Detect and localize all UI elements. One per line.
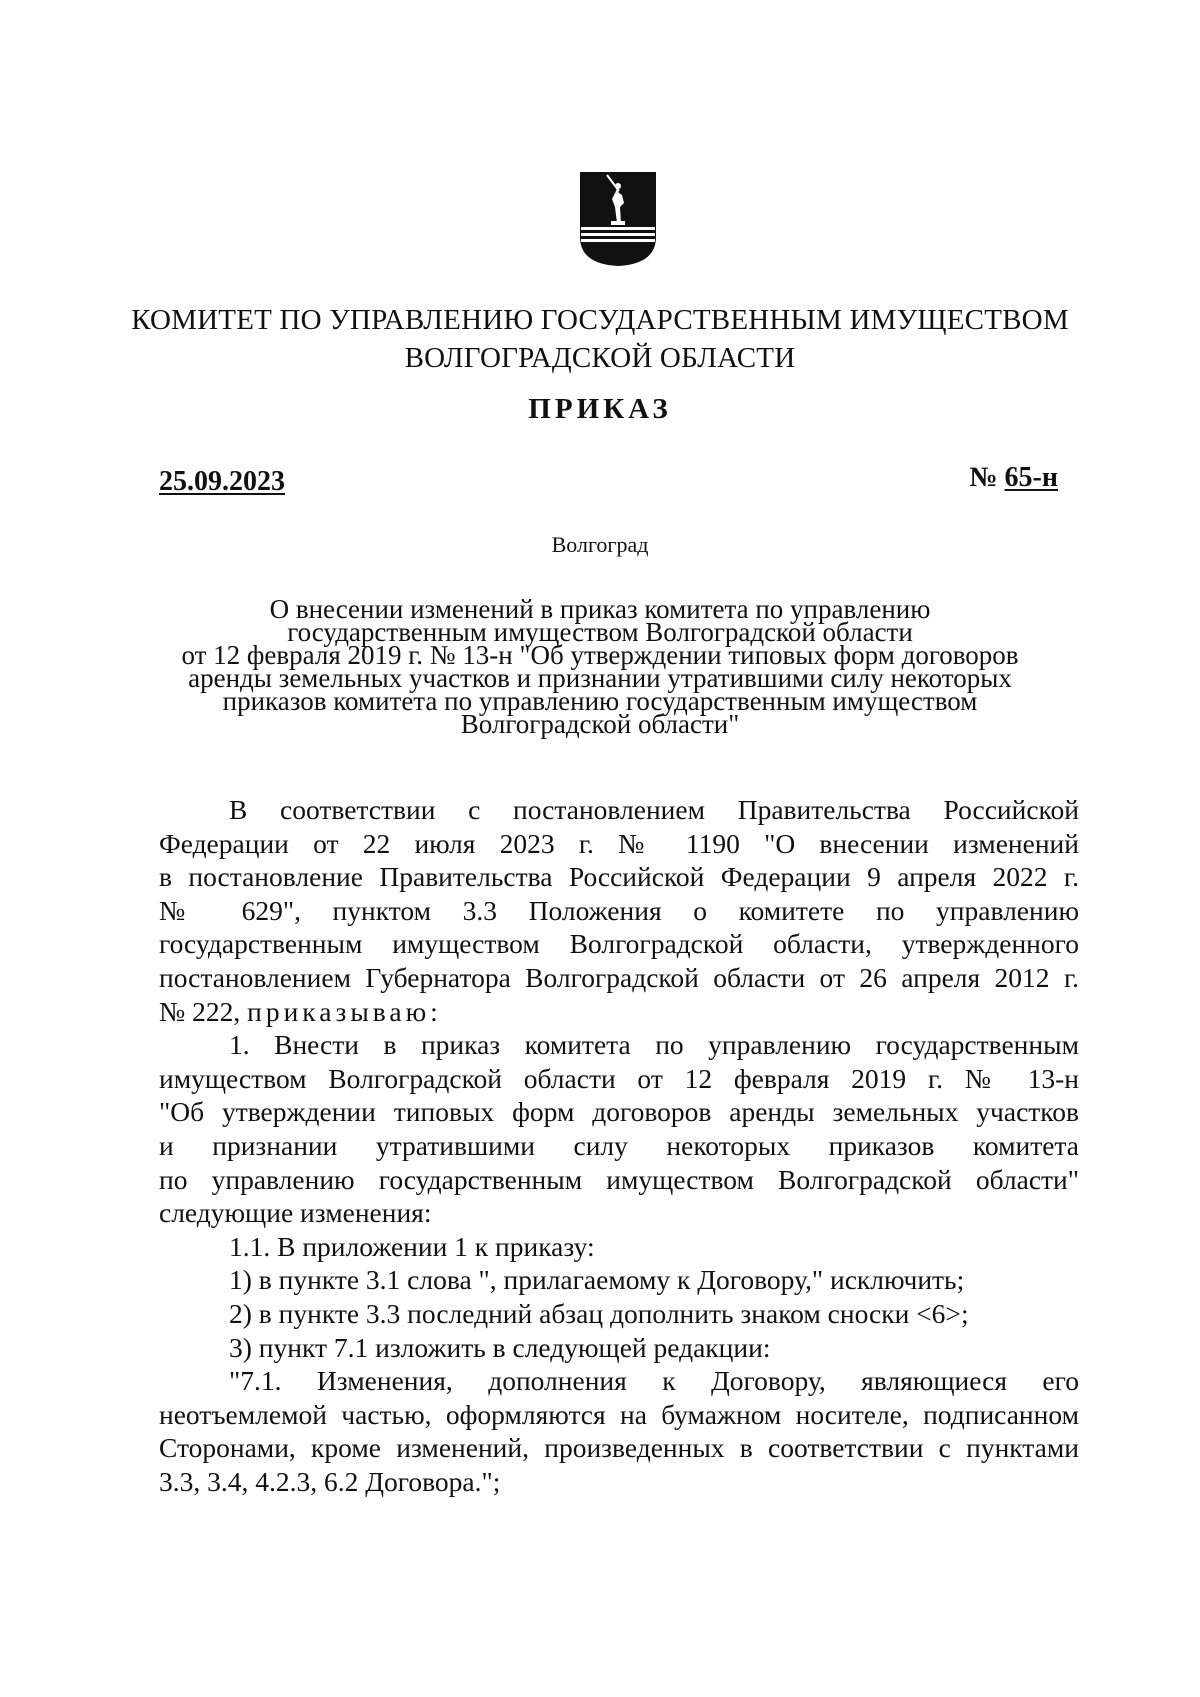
- title-line: от 12 февраля 2019 г. № 13-н "Об утверждении типовых форм договоров: [181, 640, 1019, 670]
- list-item: 1) в пункте 3.1 слова ", прилагаемому к Договору," исключить;: [229, 1264, 965, 1296]
- quote-line: неотъемлемой частью, оформляются на бумажном носителе, подписанном: [159, 1398, 1079, 1430]
- title-line: приказов комитета по управлению государственным имуществом: [222, 686, 978, 716]
- document-city: Волгоград: [551, 532, 649, 557]
- title-line: аренды земельных участков и признании утратившими силу некоторых: [188, 663, 1012, 693]
- number-sign: №: [969, 462, 998, 493]
- body-line: по управлению государственным имуществом Волгоградской области": [159, 1163, 1079, 1195]
- body-line: постановлением Губернатора Волгоградской области от 26 апреля 2012 г.: [159, 961, 1079, 993]
- quote-line: Сторонами, кроме изменений, произведенных в соответствии с пунктами: [159, 1432, 1079, 1464]
- body-line: имуществом Волгоградской области от 12 февраля 2019 г. № 13-н: [159, 1062, 1079, 1094]
- body-line: № 629", пунктом 3.3 Положения о комитете по управлению: [159, 894, 1079, 926]
- body-line: [159, 995, 1079, 1029]
- document-title: [150, 594, 1050, 739]
- number-value: 65-н: [1004, 462, 1058, 493]
- document-number: [969, 462, 1058, 494]
- body-line: следующие изменения:: [159, 1197, 432, 1229]
- body-line: в постановление Правительства Российской Федерации 9 апреля 2022 г.: [159, 861, 1079, 893]
- title-line: государственным имуществом Волгоградской области: [287, 617, 913, 647]
- body-line: и признании утратившими силу некоторых приказов комитета: [159, 1129, 1079, 1161]
- order-number-ref: № 222,: [159, 995, 248, 1027]
- body-line: государственным имуществом Волгоградской области, утвержденного: [159, 928, 1079, 960]
- title-line: О внесении изменений в приказ комитета по управлению: [269, 594, 931, 624]
- volgograd-coat-of-arms-icon: [579, 171, 657, 267]
- list-item: 2) в пункте 3.3 последний абзац дополнить знаком сноски <6>;: [229, 1297, 969, 1329]
- title-line: Волгоградской области": [460, 709, 740, 739]
- body-line: Федерации от 22 июля 2023 г. № 1190 "О внесении изменений: [159, 827, 1079, 859]
- committee-name-line-2: ВОЛГОГРАДСКОЙ ОБЛАСТИ: [404, 342, 796, 374]
- order-verb: приказываю:: [247, 995, 442, 1027]
- body-line: 1. Внести в приказ комитета по управлению государственным: [229, 1029, 1079, 1061]
- document-type: ПРИКАЗ: [528, 393, 672, 425]
- list-item: 3) пункт 7.1 изложить в следующей редакции:: [229, 1331, 771, 1363]
- committee-name-line-1: КОМИТЕТ ПО УПРАВЛЕНИЮ ГОСУДАРСТВЕННЫМ ИМУЩЕСТВОМ: [131, 304, 1069, 336]
- document-date: 25.09.2023: [159, 466, 285, 497]
- quote-line: 3.3, 3.4, 4.2.3, 6.2 Договора.";: [159, 1465, 501, 1497]
- quote-line: "7.1. Изменения, дополнения к Договору, являющиеся его: [229, 1365, 1079, 1397]
- body-line: "Об утверждении типовых форм договоров аренды земельных участков: [159, 1096, 1079, 1128]
- body-line: В соответствии с постановлением Правительства Российской: [229, 794, 1079, 825]
- list-item: 1.1. В приложении 1 к приказу:: [229, 1230, 595, 1262]
- document-body: [159, 793, 1079, 1498]
